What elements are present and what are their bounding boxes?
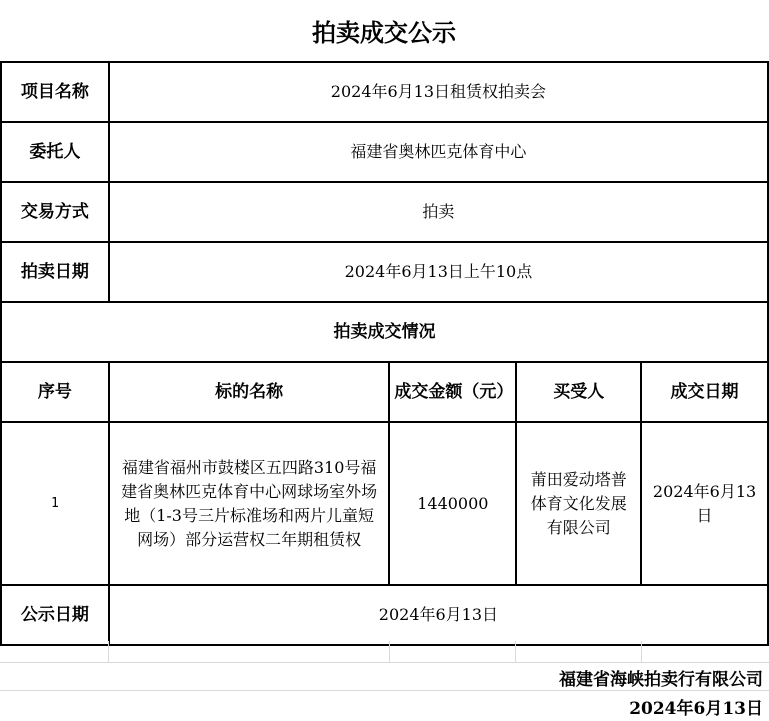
value-announce-date: 2024年6月13日 [109,585,768,645]
header-no: 序号 [1,362,109,422]
cell-deal-date: 2024年6月13日 [641,422,768,585]
table-row [1,422,768,585]
header-amount: 成交金额（元） [389,362,516,422]
label-project-name: 项目名称 [1,62,109,122]
cell-no: 1 [1,422,109,585]
header-buyer: 买受人 [516,362,641,422]
cell-amount: 1440000 [389,422,516,585]
footer-company: 福建省海峡拍卖行有限公司 [559,670,763,690]
cell-item-name: 福建省福州市鼓楼区五四路310号福建省奥林匹克体育中心网球场室外场地（1-3号三片标准场和两片儿童短网场）部分运营权二年期租赁权 [109,422,390,585]
info-row-project [1,62,768,122]
footer-date: 2024年6月13日 [629,699,763,719]
section-row [1,302,768,362]
cell-buyer: 莆田爱动塔普体育文化发展有限公司 [516,422,641,585]
label-announce-date: 公示日期 [1,585,109,645]
section-title: 拍卖成交情况 [1,302,768,362]
info-row-client [1,122,768,182]
label-client: 委托人 [1,122,109,182]
auction-result-table [0,61,769,646]
header-deal-date: 成交日期 [641,362,768,422]
value-project-name: 2024年6月13日租赁权拍卖会 [109,62,768,122]
value-method: 拍卖 [109,182,768,242]
announce-row [1,585,768,645]
label-auction-date: 拍卖日期 [1,242,109,302]
info-row-method [1,182,768,242]
table-header-row [1,362,768,422]
footer-divider [0,690,769,691]
page-title: 拍卖成交公示 [0,0,768,62]
footer-divider [0,662,769,663]
info-row-date [1,242,768,302]
header-item-name: 标的名称 [109,362,390,422]
value-client: 福建省奥林匹克体育中心 [109,122,768,182]
value-auction-date: 2024年6月13日上午10点 [109,242,768,302]
label-method: 交易方式 [1,182,109,242]
